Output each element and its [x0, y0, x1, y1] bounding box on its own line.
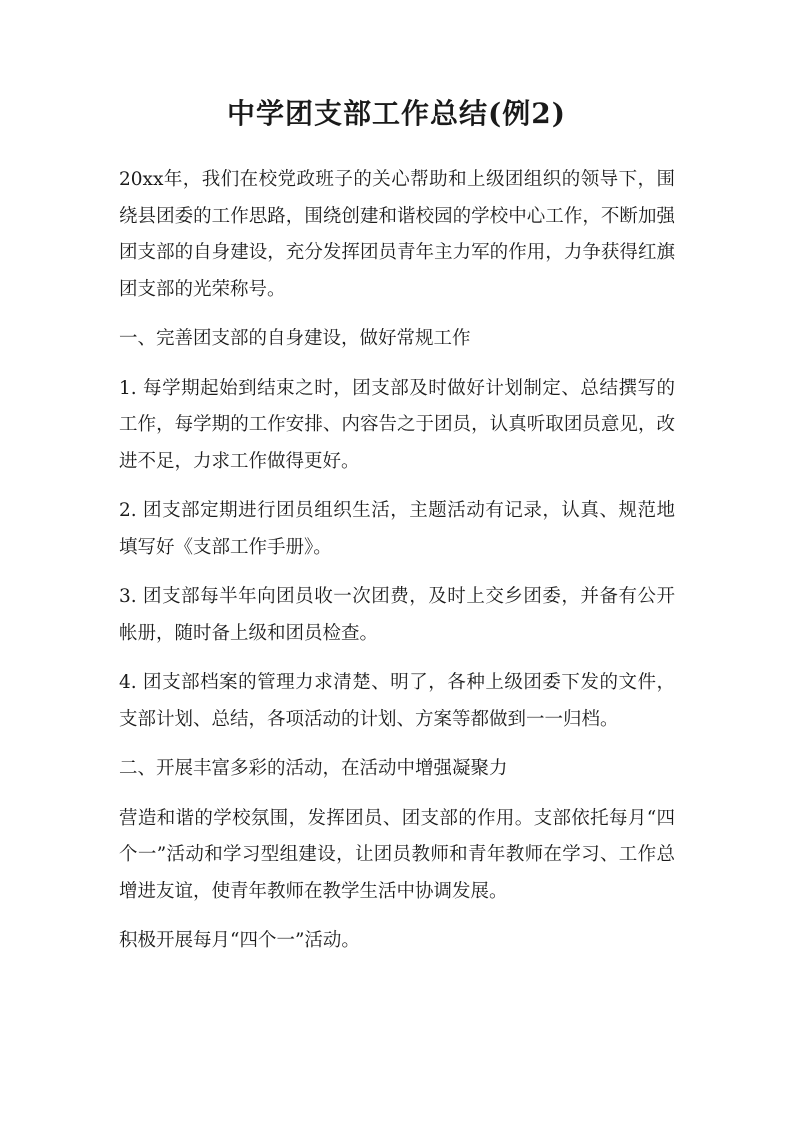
list-item-1: 1. 每学期起始到结束之时，团支部及时做好计划制定、总结撰写的工作，每学期的工作安排、内容告之于团员，认真听取团员意见，改进不足，力求工作做得更好。: [119, 377, 675, 472]
paragraph-monthly: 积极开展每月“四个一”活动。: [119, 930, 360, 951]
paragraph-activities: 营造和谐的学校氛围，发挥团员、团支部的作用。支部依托每月“四个一”活动和学习型组建设，让团员教师和青年教师在学习、工作总增进友谊，使青年教师在教学生活中协调发展。: [119, 807, 675, 902]
section-heading-2: 二、开展丰富多彩的活动，在活动中增强凝聚力: [119, 758, 508, 779]
paragraph-intro: 20xx年，我们在校党政班子的关心帮助和上级团组织的领导下，围绕县团委的工作思路，围绕创建和谐校园的学校中心工作，不断加强团支部的自身建设，充分发挥团员青年主力军的作用，力争获得红旗团支部的光荣称号。: [119, 169, 675, 300]
document-body: [119, 162, 675, 973]
list-item-4: 4. 团支部档案的管理力求清楚、明了，各种上级团委下发的文件，支部计划、总结，各项活动的计划、方案等都做到一一归档。: [119, 672, 675, 730]
document-title: 中学团支部工作总结(例2): [227, 97, 566, 130]
section-heading-1: 一、完善团支部的自身建设，做好常规工作: [119, 328, 471, 349]
list-item-3: 3. 团支部每半年向团员收一次团费，及时上交乡团委，并备有公开帐册，随时备上级和团员检查。: [119, 586, 675, 644]
list-item-2: 2. 团支部定期进行团员组织生活，主题活动有记录，认真、规范地填写好《支部工作手册》。: [119, 500, 675, 558]
